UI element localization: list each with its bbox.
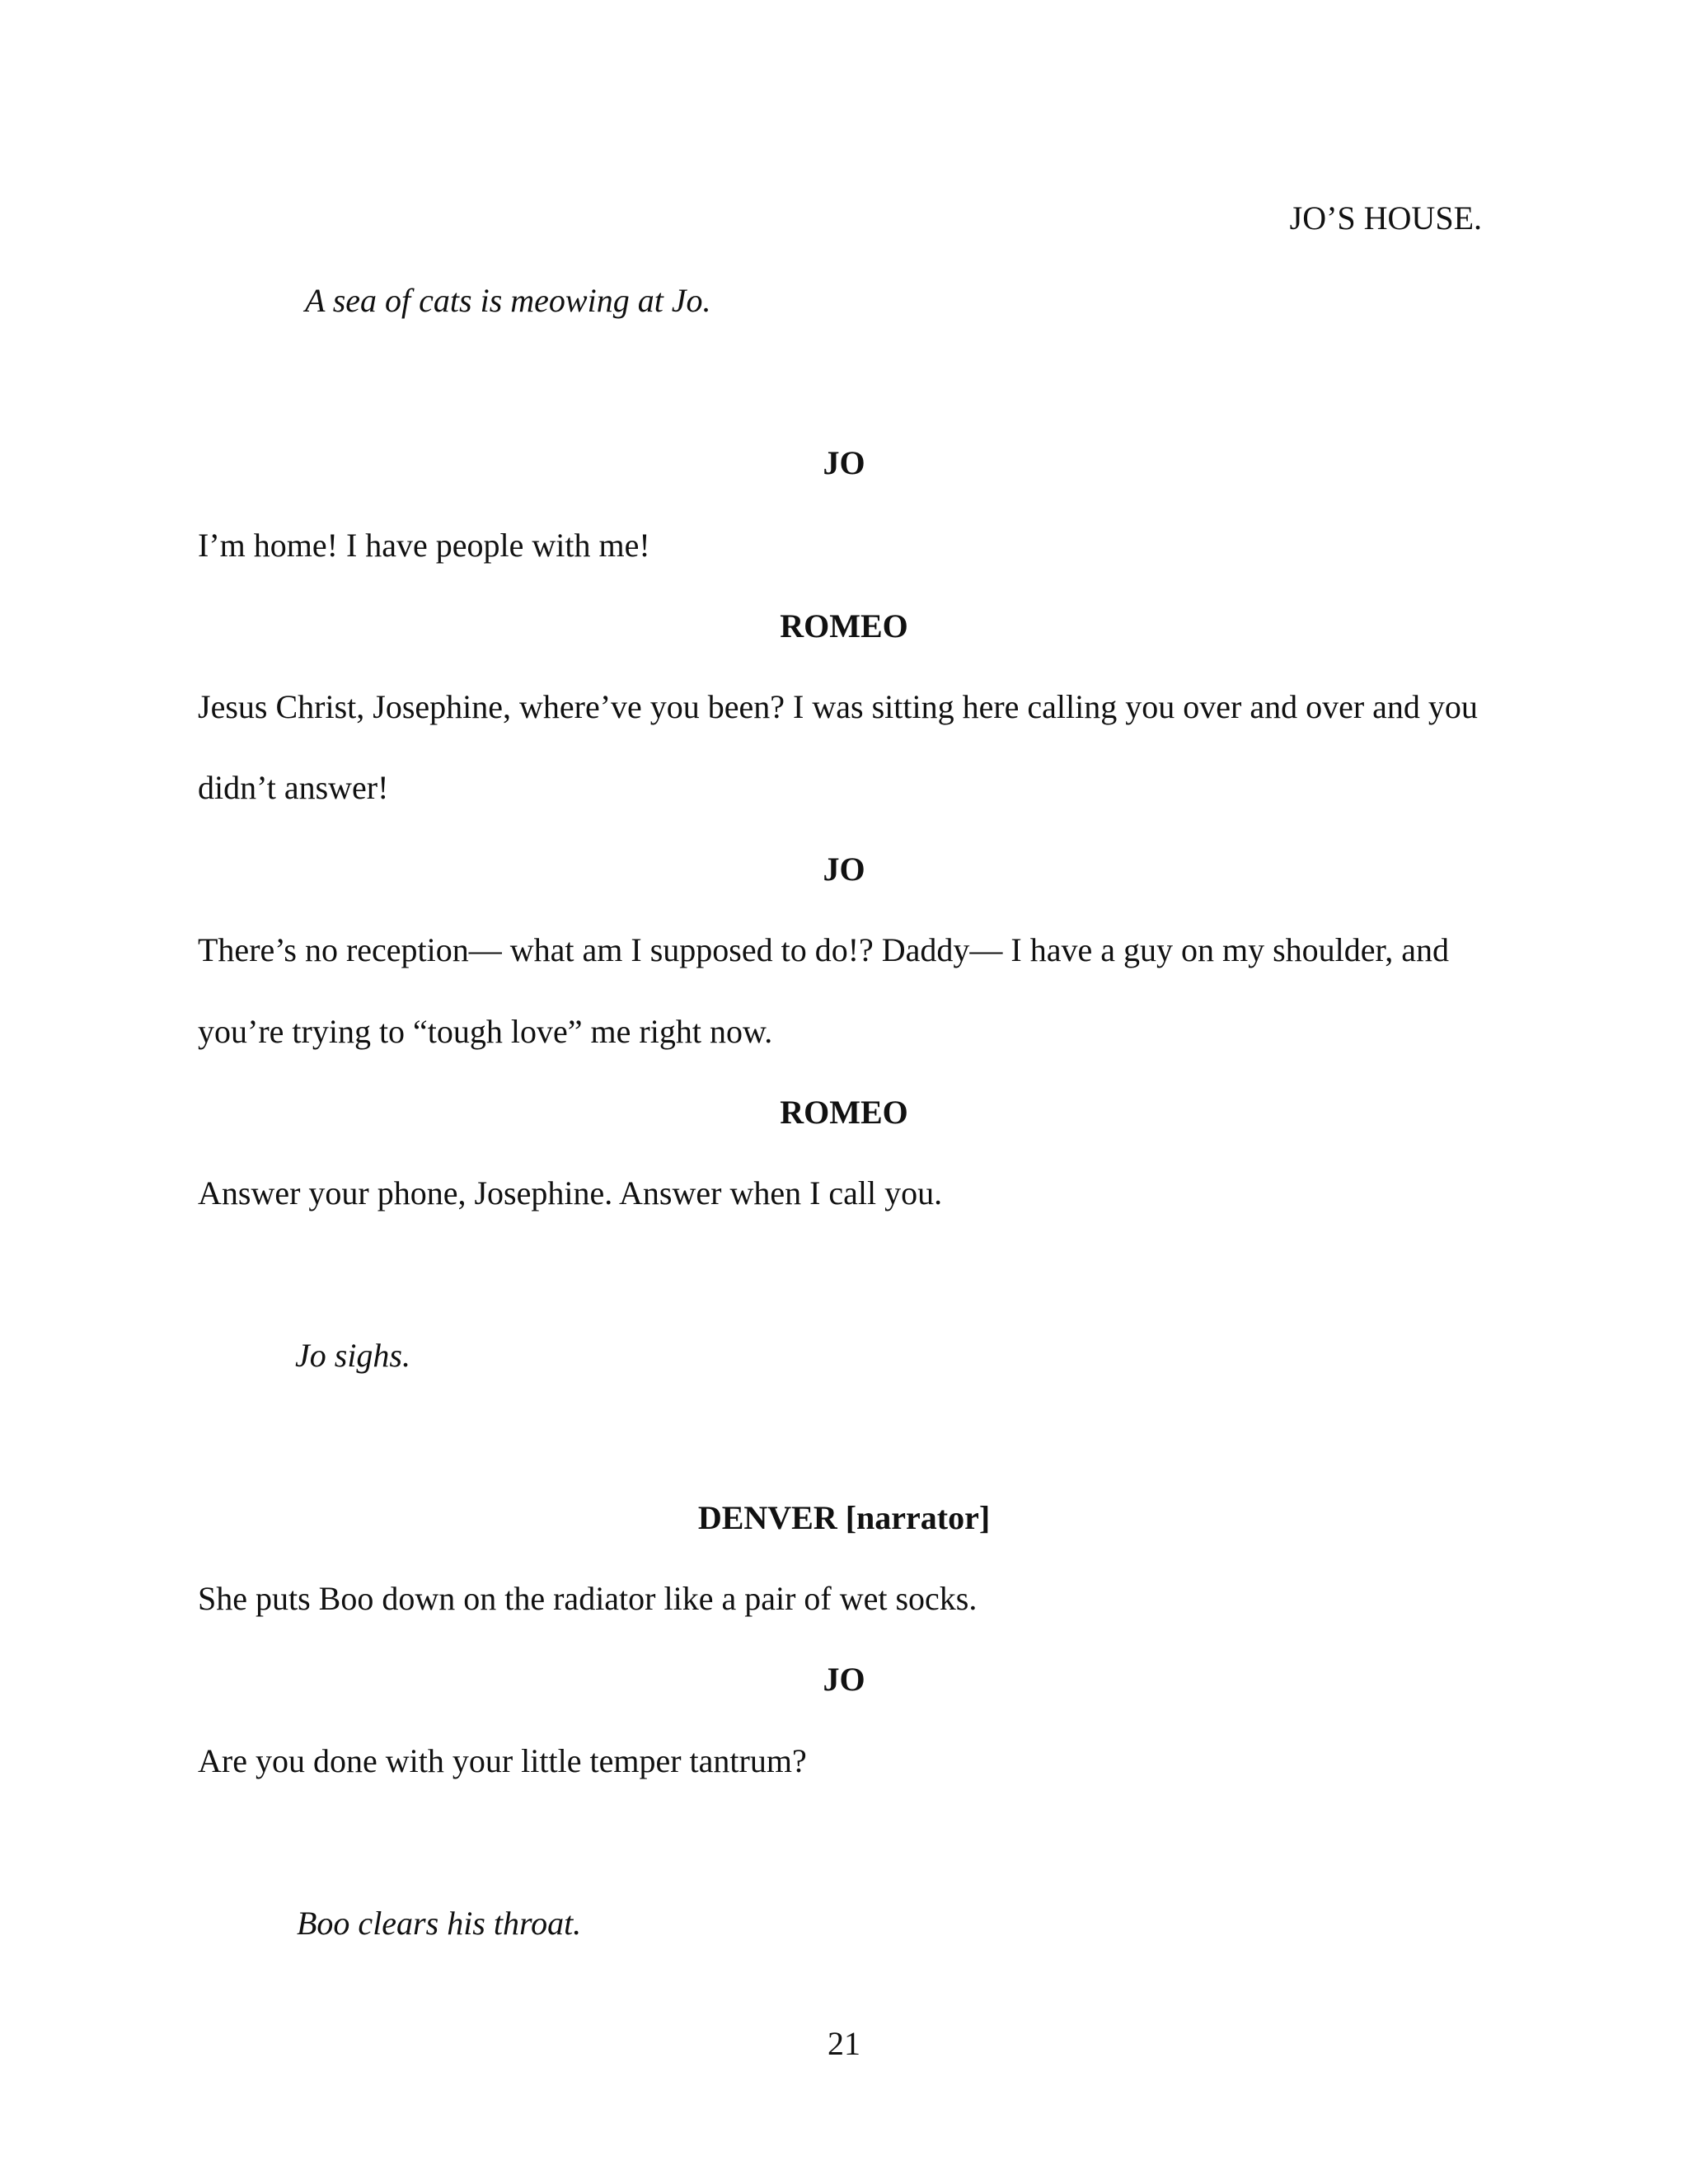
character-cue: JO	[823, 1661, 865, 1698]
stage-direction: A sea of cats is meowing at Jo.	[305, 282, 711, 319]
dialogue-line: Are you done with your little temper tantrum?	[198, 1742, 807, 1779]
page-number: 21	[828, 2025, 860, 2062]
stage-direction: Jo sighs.	[295, 1337, 410, 1374]
scene-heading: JO’S HOUSE.	[1289, 199, 1482, 237]
dialogue-line: you’re trying to “tough love” me right now.	[198, 1013, 773, 1050]
dialogue-line: There’s no reception— what am I supposed to do!? Daddy— I have a guy on my shoulder, and	[198, 931, 1450, 968]
stage-direction: Boo clears his throat.	[297, 1905, 582, 1942]
character-cue: ROMEO	[780, 1094, 908, 1131]
character-cue: JO	[823, 851, 865, 888]
dialogue-line: She puts Boo down on the radiator like a pair of wet socks.	[198, 1580, 978, 1617]
character-cue: DENVER [narrator]	[697, 1499, 991, 1536]
dialogue-line: didn’t answer!	[198, 769, 389, 806]
character-cue: ROMEO	[780, 607, 908, 644]
dialogue-line: I’m home! I have people with me!	[198, 527, 650, 564]
dialogue-line: Answer your phone, Josephine. Answer when I call you.	[198, 1174, 943, 1212]
character-cue: JO	[823, 444, 865, 481]
dialogue-line: Jesus Christ, Josephine, where’ve you been? I was sitting here calling you over and over and you	[198, 688, 1478, 725]
